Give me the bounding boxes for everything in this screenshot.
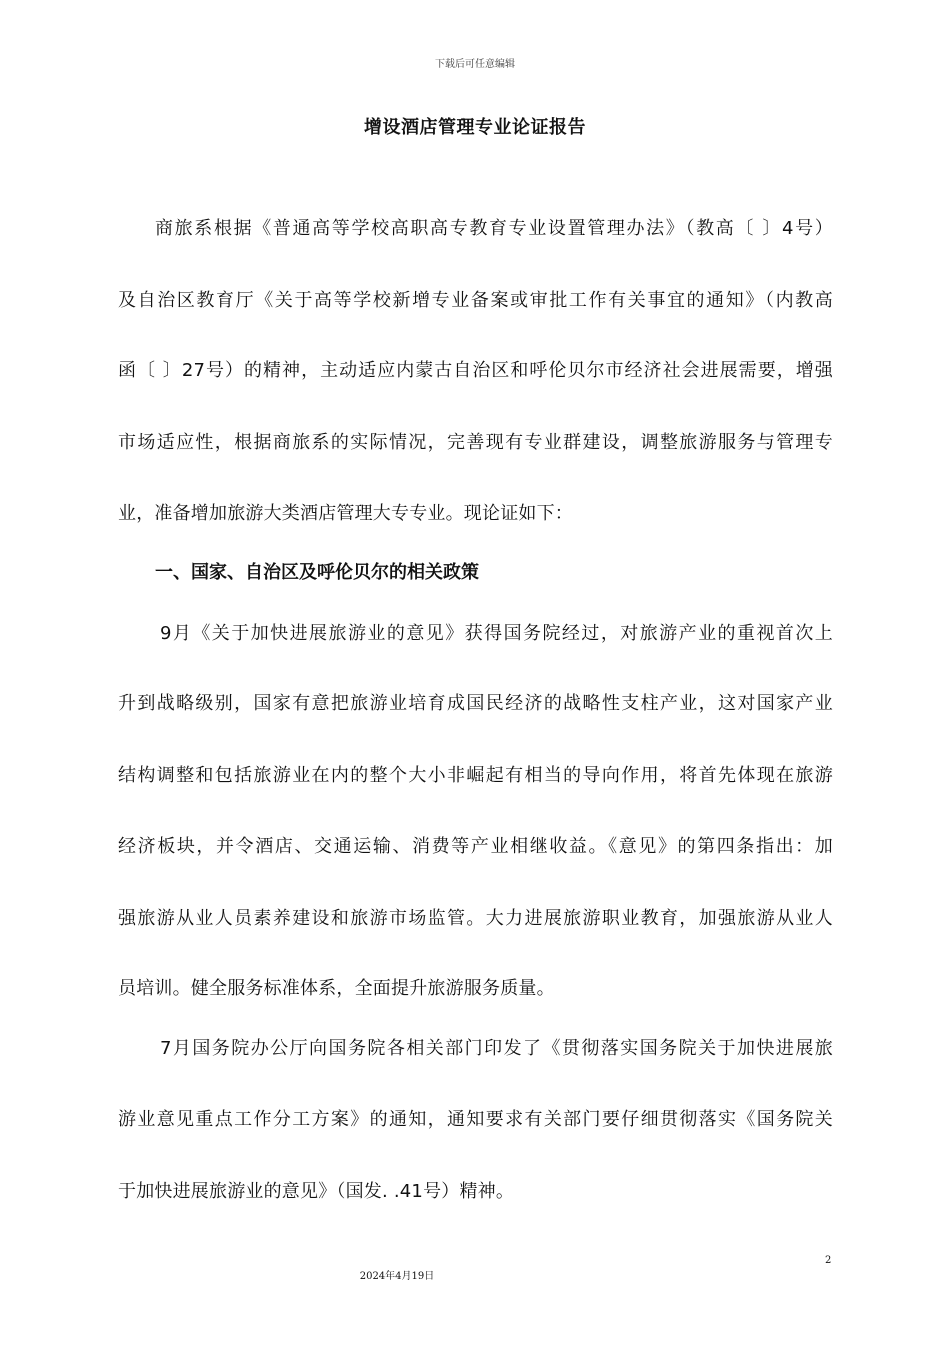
paragraph-line: 业，准备增加旅游大类酒店管理大专专业。现论证如下：	[118, 503, 573, 524]
paragraph-line: 强旅游从业人员素养建设和旅游市场监管。大力进展旅游职业教育，加强旅游从业人	[118, 908, 833, 929]
paragraph-line: 函〔 〕27号）的精神，主动适应内蒙古自治区和呼伦贝尔市经济社会进展需要，增强	[118, 360, 833, 381]
section-heading: 一、国家、自治区及呼伦贝尔的相关政策	[155, 562, 479, 583]
paragraph-line: 及自治区教育厅《关于高等学校新增专业备案或审批工作有关事宜的通知》（内教高	[118, 290, 833, 311]
footer-date: 2024年4月19日	[359, 1271, 435, 1282]
paragraph-line: 市场适应性，根据商旅系的实际情况，完善现有专业群建设，调整旅游服务与管理专	[118, 432, 833, 453]
paragraph-line: 员培训。健全服务标准体系，全面提升旅游服务质量。	[118, 978, 555, 999]
paragraph-line: 结构调整和包括旅游业在内的整个大小非崛起有相当的导向作用，将首先体现在旅游	[118, 765, 833, 786]
paragraph-line: 升到战略级别，国家有意把旅游业培育成国民经济的战略性支柱产业，这对国家产业	[118, 693, 833, 714]
paragraph-line: 商旅系根据《普通高等学校高职高专教育专业设置管理办法》（教高〔 〕4号）	[155, 218, 833, 239]
document-title: 增设酒店管理专业论证报告	[364, 117, 586, 138]
paragraph-line: 于加快进展旅游业的意见》（国发. .41号）精神。	[118, 1181, 515, 1202]
paragraph-line: 7月国务院办公厅向国务院各相关部门印发了《贯彻落实国务院关于加快进展旅	[160, 1038, 833, 1059]
paragraph-line: 9月《关于加快进展旅游业的意见》获得国务院经过，对旅游产业的重视首次上	[160, 623, 833, 644]
paragraph-line: 经济板块，并令酒店、交通运输、消费等产业相继收益。《意见》的第四条指出：加	[118, 836, 833, 857]
page-number: 2	[825, 1255, 832, 1266]
header-note: 下载后可任意编辑	[435, 59, 515, 70]
paragraph-line: 游业意见重点工作分工方案》的通知，通知要求有关部门要仔细贯彻落实《国务院关	[118, 1109, 833, 1130]
